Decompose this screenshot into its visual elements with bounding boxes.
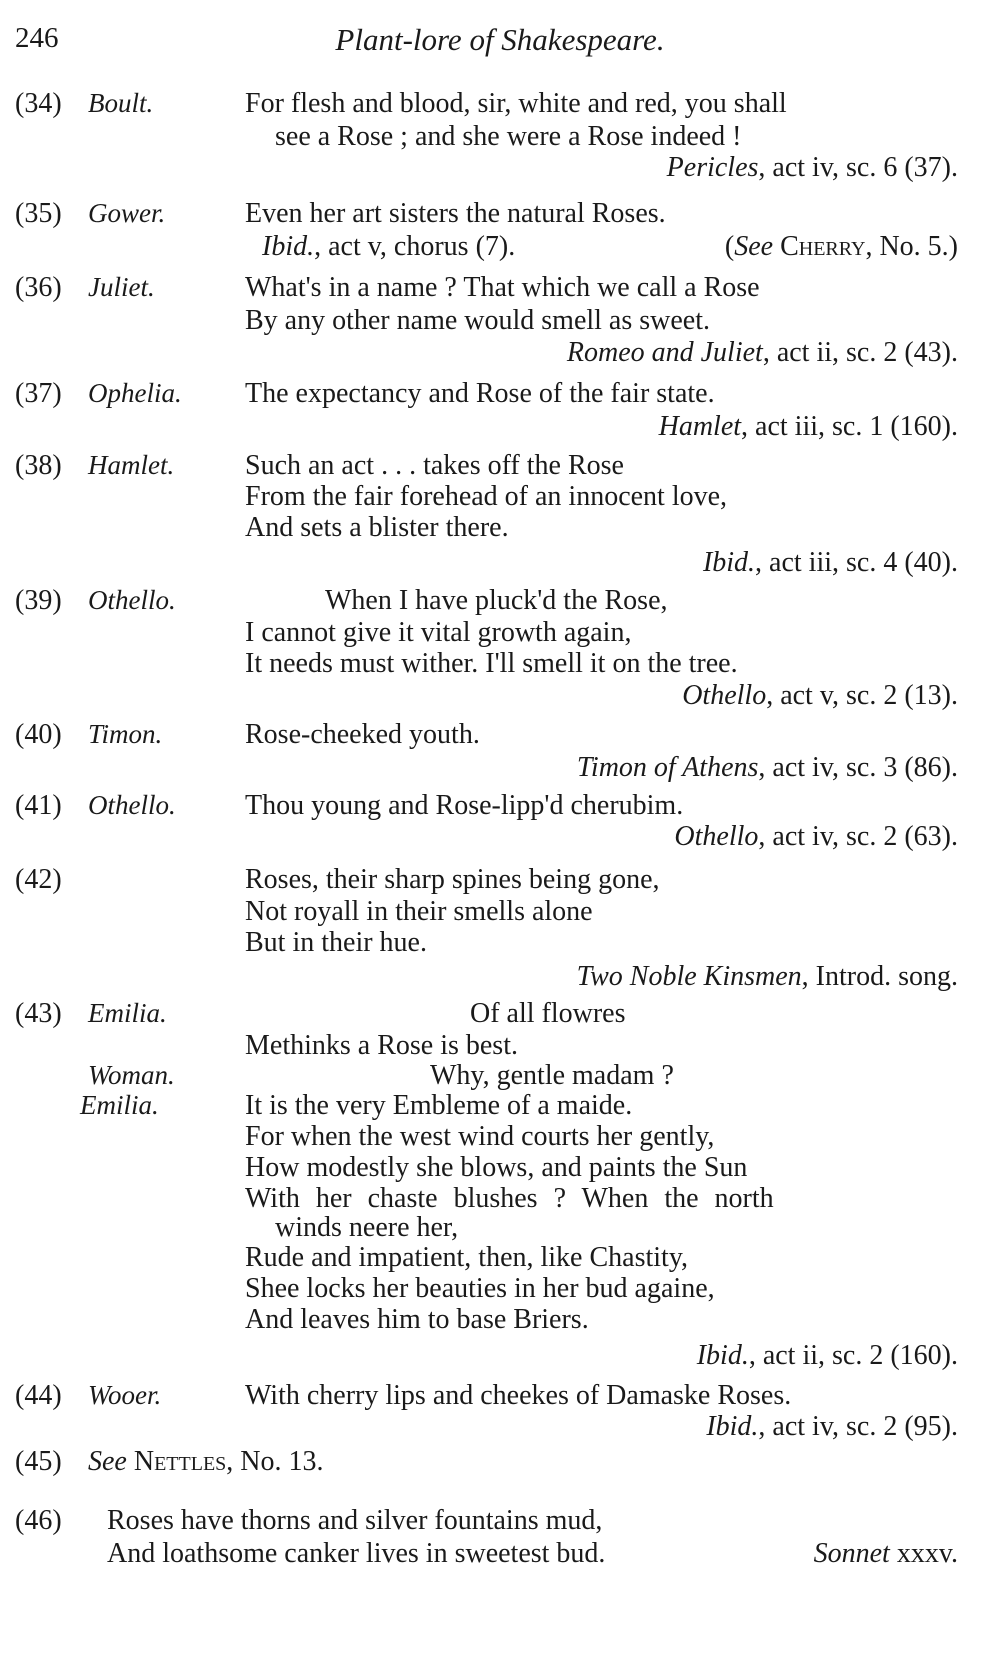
running-title: Plant-lore of Shakespeare.: [335, 22, 665, 57]
citation: [674, 821, 958, 853]
page-header: [0, 22, 1000, 62]
see-target: Cherry: [780, 231, 866, 262]
quote-line: For when the west wind courts her gently,: [245, 1121, 715, 1152]
citation: [659, 411, 958, 443]
speaker: Gower.: [88, 198, 166, 228]
cite-work: Pericles: [666, 152, 759, 183]
cite-work: Othello: [674, 821, 759, 852]
speaker: Othello.: [88, 585, 176, 615]
quote-line: The expectancy and Rose of the fair state.: [245, 378, 715, 409]
cross-reference: See Nettles, No. 13.: [88, 1446, 324, 1477]
quote-line: And sets a blister there.: [245, 512, 509, 543]
speaker: Emilia.: [80, 1090, 159, 1120]
quote-line: From the fair forehead of an innocent love,: [245, 481, 728, 512]
quote-line: It is the very Embleme of a maide.: [245, 1090, 633, 1121]
cite-ref: , act ii, sc. 2 (160).: [748, 1340, 958, 1371]
cite-ref: , act iii, sc. 4 (40).: [755, 547, 958, 578]
cite-ref: , act iii, sc. 1 (160).: [741, 411, 958, 442]
cite-ref: , act ii, sc. 2 (43).: [762, 337, 958, 368]
quote-line: Of all flowres: [470, 998, 626, 1029]
cite-work: Two Noble Kinsmen: [576, 961, 802, 992]
speaker: Timon.: [88, 719, 163, 749]
cite-work: Ibid.: [706, 1411, 759, 1442]
entry-number: (43): [15, 998, 62, 1029]
citation: [577, 752, 958, 784]
citation: [567, 337, 958, 369]
cite-work: Othello: [682, 680, 767, 711]
citation: [577, 961, 958, 993]
quote-line: I cannot give it vital growth again,: [245, 617, 632, 648]
cite-work: Timon of Athens: [576, 752, 759, 783]
citation: [667, 152, 958, 184]
entry-number: (36): [15, 272, 62, 303]
entry-number: (42): [15, 864, 62, 895]
quote-line: Rude and impatient, then, like Chastity,: [245, 1242, 688, 1273]
entry-number: (37): [15, 378, 62, 409]
cite-work: Sonnet: [813, 1538, 890, 1569]
quote-line: When I have pluck'd the Rose,: [325, 585, 668, 616]
quote-line: And loathsome canker lives in sweetest bud.: [107, 1538, 606, 1569]
cite-work: Hamlet: [658, 411, 742, 442]
citation: [682, 680, 958, 712]
cite-ref: , act iv, sc. 2 (63).: [758, 821, 958, 852]
speaker: Ophelia.: [88, 378, 182, 408]
quote-line: Thou young and Rose-lipp'd cherubim.: [245, 790, 684, 821]
entry-number: (44): [15, 1380, 62, 1411]
cite-work: Ibid.: [702, 547, 756, 578]
citation: [814, 1538, 958, 1570]
quote-line: With her chaste blushes ? When the north: [245, 1183, 774, 1214]
entry-number: (39): [15, 585, 62, 616]
page-number: 246: [15, 22, 59, 54]
entry-number: (45): [15, 1446, 62, 1477]
see-label: See: [88, 1446, 127, 1477]
speaker: Othello.: [88, 790, 176, 820]
quote-line: Roses, their sharp spines being gone,: [245, 864, 660, 895]
speaker: Boult.: [88, 88, 154, 118]
quote-line: With cherry lips and cheekes of Damaske Roses.: [245, 1380, 792, 1411]
cite-ref: xxxv.: [889, 1538, 958, 1569]
cross-reference: (See Cherry, No. 5.): [724, 231, 958, 262]
cite-work: Romeo and Juliet: [566, 337, 763, 368]
quote-line: By any other name would smell as sweet.: [245, 305, 711, 336]
speaker: Woman.: [88, 1060, 175, 1090]
quote-line: Roses have thorns and silver fountains mud,: [107, 1505, 603, 1536]
citation: [706, 1411, 958, 1443]
entry-number: (38): [15, 450, 62, 481]
entry-number: (35): [15, 198, 62, 229]
quote-line: What's in a name ? That which we call a Rose: [245, 272, 760, 303]
quote-line: But in their hue.: [245, 927, 427, 958]
quote-line: see a Rose ; and she were a Rose indeed !: [275, 121, 742, 152]
entry-number: (41): [15, 790, 62, 821]
quote-line: And leaves him to base Briers.: [245, 1304, 589, 1335]
cite-ref: , act iv, sc. 3 (86).: [758, 752, 958, 783]
cite-work: Ibid.: [262, 231, 315, 262]
cite-ref: , act v, chorus (7).: [314, 231, 516, 262]
cite-ref: , Introd. song.: [801, 961, 958, 992]
cite-ref: , act iv, sc. 6 (37).: [758, 152, 958, 183]
citation: [703, 547, 958, 579]
quote-line: Shee locks her beauties in her bud againe,: [245, 1273, 715, 1304]
quote-line: Rose-cheeked youth.: [245, 719, 480, 750]
cite-ref: , act iv, sc. 2 (95).: [758, 1411, 958, 1442]
speaker: Emilia.: [88, 998, 167, 1028]
entry-number: (40): [15, 719, 62, 750]
quote-line: Why, gentle madam ?: [430, 1060, 674, 1091]
quote-line: Not royall in their smells alone: [245, 896, 593, 927]
quote-line: Such an act . . . takes off the Rose: [245, 450, 624, 481]
see-label: See: [734, 231, 774, 262]
quote-line: It needs must wither. I'll smell it on the tree.: [245, 648, 738, 679]
speaker: Juliet.: [88, 272, 155, 302]
quote-line: winds neere her,: [275, 1212, 459, 1243]
entry-number: (34): [15, 88, 62, 119]
entry-number: (46): [15, 1505, 62, 1536]
quote-line: Even her art sisters the natural Roses.: [245, 198, 666, 229]
speaker: Wooer.: [88, 1380, 162, 1410]
speaker: Hamlet.: [88, 450, 175, 480]
citation: [262, 231, 515, 263]
cite-work: Ibid.: [696, 1340, 749, 1371]
quote-line: Methinks a Rose is best.: [245, 1030, 518, 1061]
quote-line: How modestly she blows, and paints the Sun: [245, 1152, 748, 1183]
cite-ref: , act v, sc. 2 (13).: [766, 680, 958, 711]
citation: [697, 1340, 958, 1372]
quote-line: For flesh and blood, sir, white and red, you shall: [245, 88, 787, 119]
see-target: Nettles: [133, 1446, 227, 1477]
